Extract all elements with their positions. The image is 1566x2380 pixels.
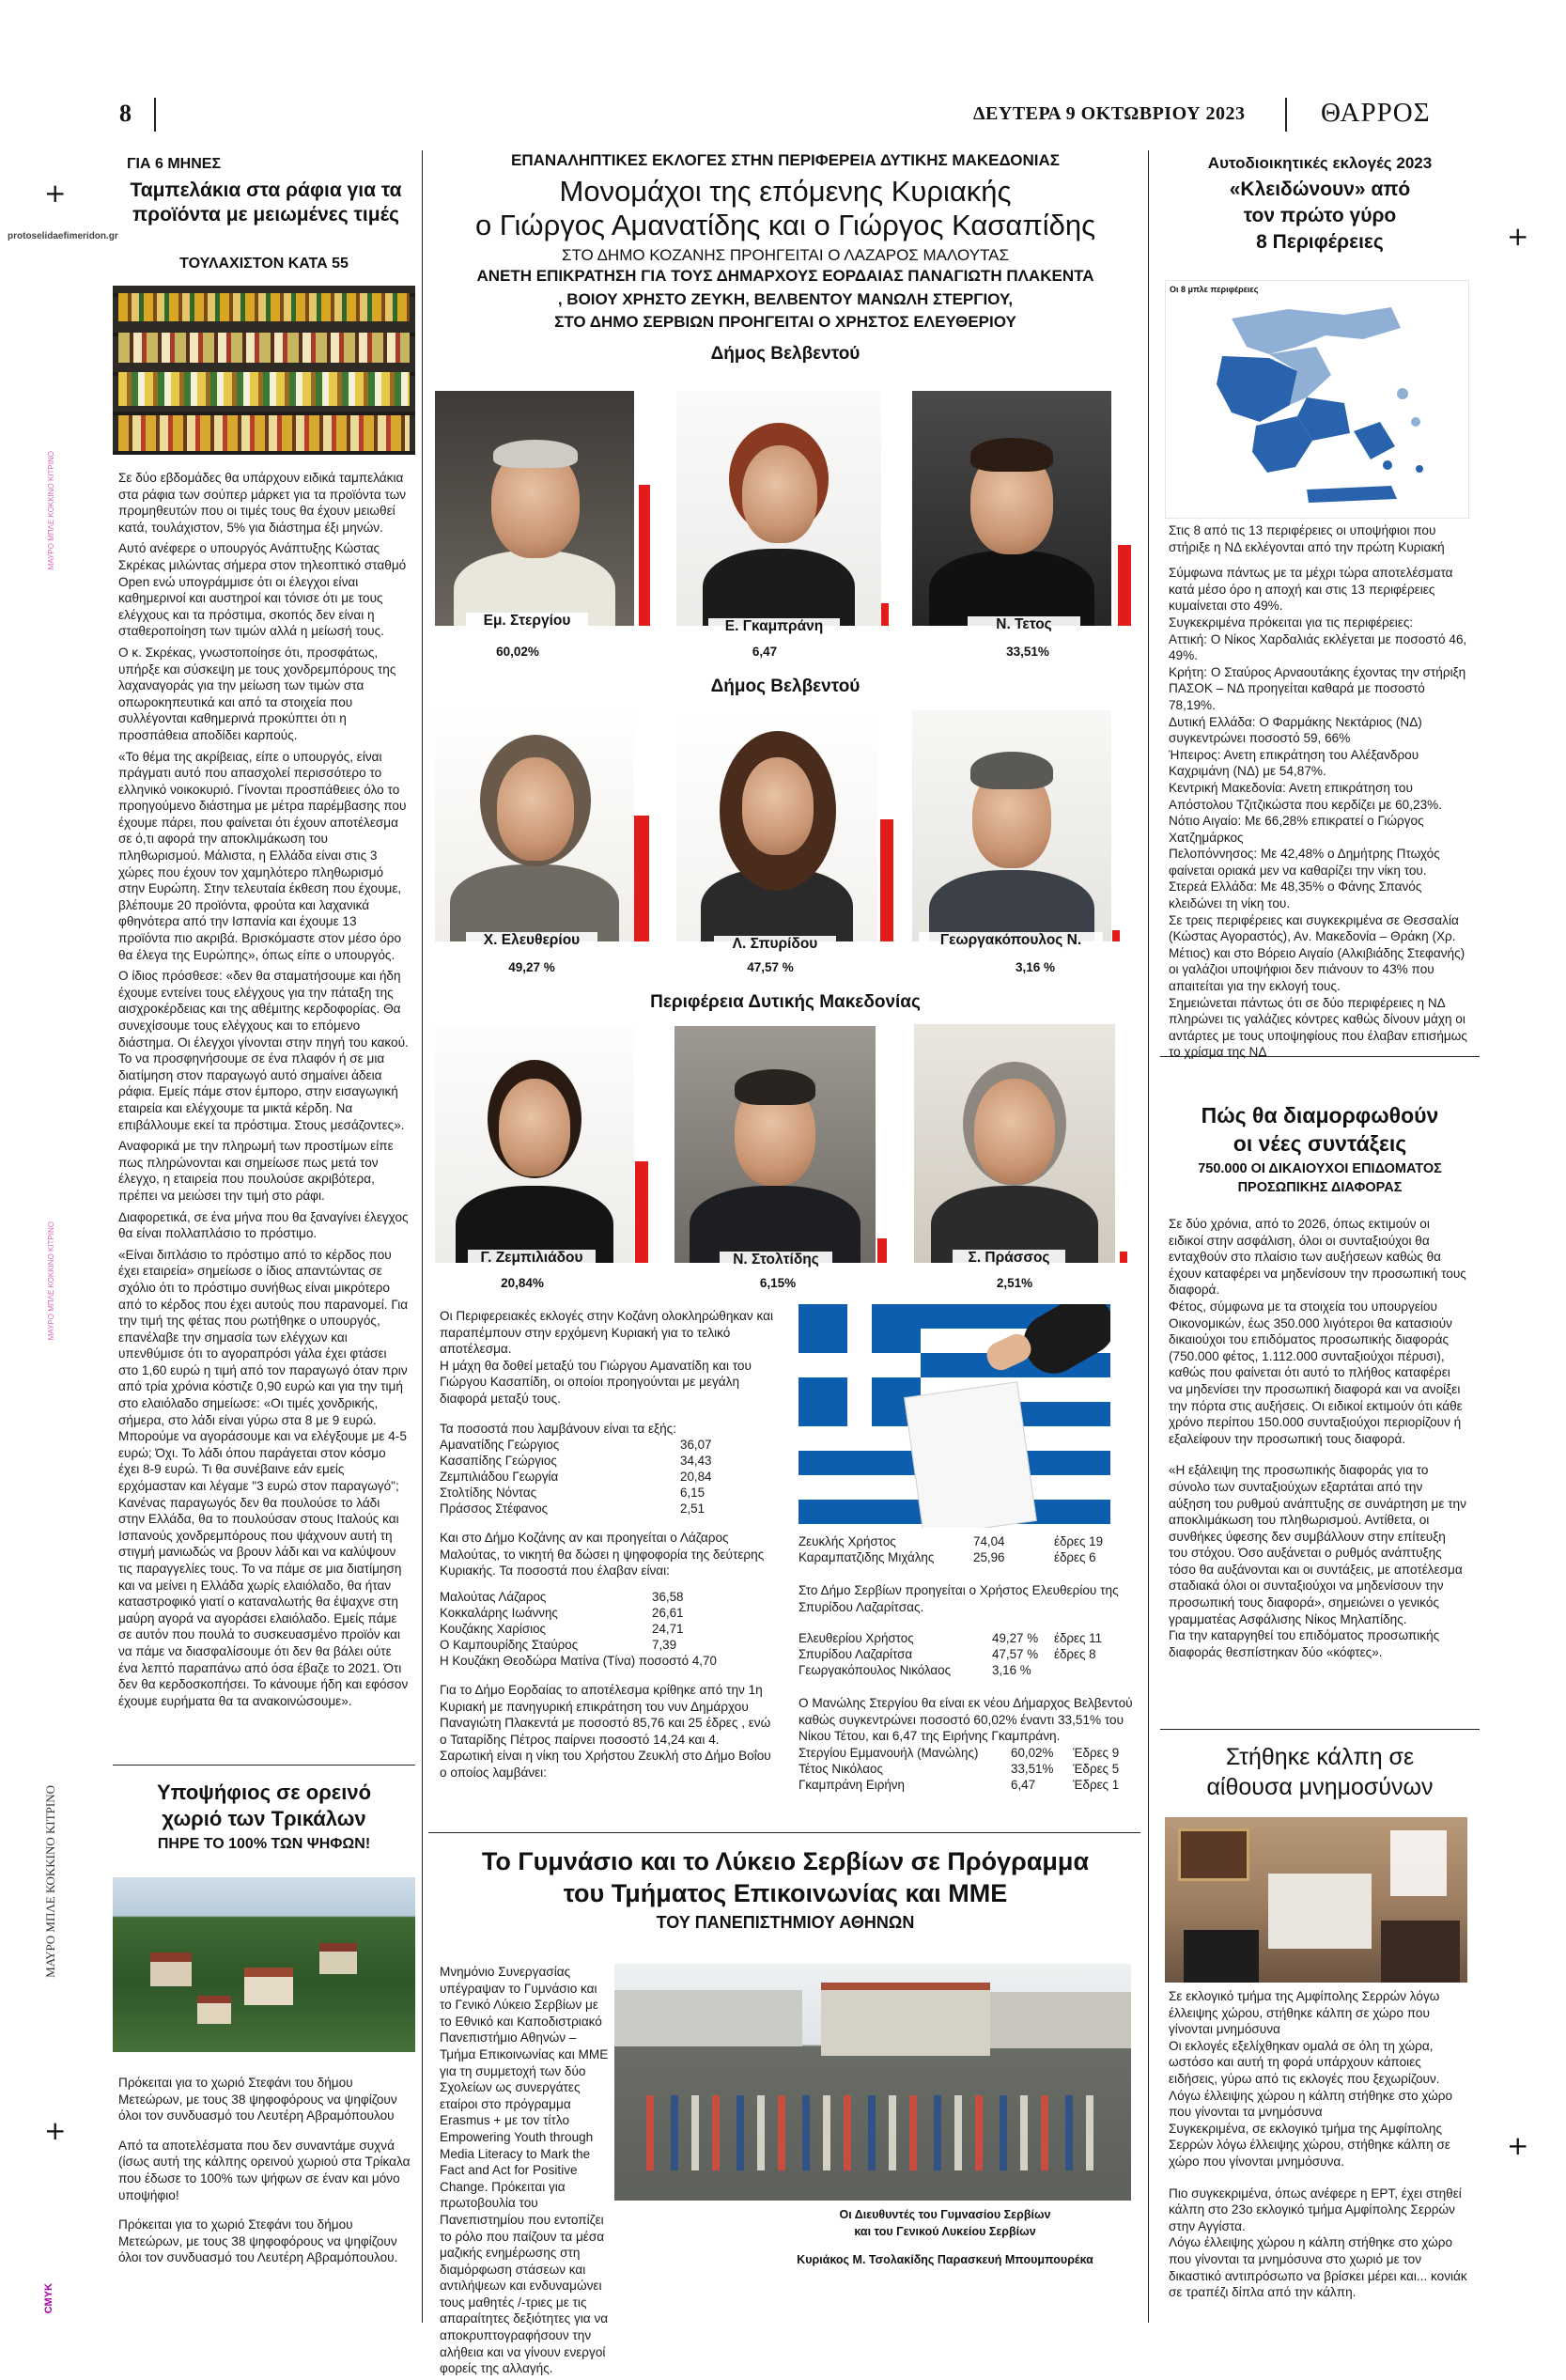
- header-divider-left: [154, 98, 156, 132]
- right-top-title-4: 8 Περιφέρειες: [1256, 231, 1384, 253]
- table-row: [799, 1549, 1109, 1565]
- village-paragraph: Πρόκειται για το χωριό Στεφάνι του δήμου Μετεώρων, με τους 38 ψηφοφόρους να ψηφίζουν όλοι τον συνδυασμό του Λευτέρη Αβραμόπουλου: [118, 2076, 397, 2123]
- election-col-left: [440, 1308, 778, 1781]
- table-row: [440, 1437, 718, 1453]
- rule-mid-1: [428, 1832, 1140, 1833]
- bar-gkamprani: [881, 603, 889, 626]
- portrait-eleftheriou: [435, 705, 634, 941]
- table-row: [440, 1485, 718, 1501]
- left-paragraph: Ο κ. Σκρέκας, γνωστοποίησε ότι, προσφάτως, υπήρξε και σύσκεψη με τους χονδρεμπόρους της λαχαναγοράς για την μείωση των τιμών στα οπωροκηπευτικά και από τα στοιχεία που συλλέγονται καθημερινά προκύπτει ότι η προσπάθεια αποδίδει καρπούς.: [118, 645, 396, 742]
- pensions-subtitle-2: ΠΡΟΣΩΠΙΚΗΣ ΔΙΑΦΟΡΑΣ: [1237, 1180, 1403, 1195]
- crop-mark-top-left: +: [44, 178, 67, 209]
- main-title-2: ο Γιώργος Αμανατίδης και ο Γιώργος Κασαπίδης: [474, 209, 1096, 241]
- pct-spyridou: 47,57 %: [747, 960, 794, 974]
- right-top-paragraph: Κρήτη: Ο Σταύρος Αρναουτάκης έχοντας την στήριξη ΠΑΣΟΚ – ΝΔ προηγείται καθαρά με ποσοστό 78,19%.: [1169, 664, 1466, 712]
- left-paragraph: Αυτό ανέφερε ο υπουργός Ανάπτυξης Κώστας Σκρέκας μιλώντας σήμερα στον τηλεοπτικό σταθμό Open ενώ υπογράμμισε ότι οι έλεγχοι είναι καθημερινοί και αυστηροί και τόνισε ότι με τους ελέγχους και τα πρόστιμα, σκοπός δεν είναι η σταθεροποίηση των τιμών αλλά η μείωσή τους.: [118, 541, 407, 639]
- kozani-results-table: [440, 1589, 722, 1669]
- table-row: [440, 1501, 718, 1517]
- result-seats: έδρες 19: [1054, 1534, 1104, 1548]
- main-sub-2: ΑΝΕΤΗ ΕΠΙΚΡΑΤΗΣΗ ΓΙΑ ΤΟΥΣ ΔΗΜΑΡΧΟΥΣ ΕΟΡΔΑΙΑΣ ΠΑΝΑΓΙΩΤΗ ΠΛΑΚΕΝΤΑ: [476, 267, 1094, 285]
- result-value: 3,16 %: [992, 1663, 1031, 1678]
- ballot-hall-paragraph: Πιο συγκεκριμένα, όπως ανέφερε η ΕΡΤ, έχει στηθεί κάλπη στο 23ο εκλογικό τμήμα Αμφίπολης Σερρών στην Αγγίστα.: [1169, 2186, 1462, 2233]
- crop-mark-bottom-right: +: [1507, 2130, 1529, 2161]
- voio-results-table: [799, 1533, 1109, 1565]
- result-value: 60,02%: [1011, 1745, 1054, 1760]
- election-intro-2: Η μάχη θα δοθεί μεταξύ του Γιώργου Αμανατίδη και του Γιώργου Κασαπίδη, οι οποίοι προηγούνται με μεγάλη διαφορά μεταξύ τους.: [440, 1358, 752, 1406]
- gym-title-1: Το Γυμνάσιο και το Λύκειο Σερβίων σε Πρόγραμμα: [481, 1847, 1090, 1875]
- village-title: Υποψήφιος σε ορεινό χωριό των Τρικάλων: [156, 1781, 372, 1830]
- right-top-paragraph: Ήπειρος: Ανετη επικράτηση του Αλέξανδρου Καχριμάνη (ΝΔ) με 54,87%.: [1169, 747, 1419, 779]
- voio-text: Σαρωτική είναι η νίκη του Χρήστου Ζευκλή στο Δήμο Βοΐου ο οποίος λαμβάνει:: [440, 1749, 771, 1780]
- caption-spyridou: Λ. Σπυρίδου: [714, 936, 836, 953]
- caption-tetos: Ν. Τετος: [968, 616, 1080, 633]
- kozani-intro: Και στο Δήμο Κοζάνης αν και προηγείται ο Λάζαρος Μαλούτας, το νικητή θα δώσει η ψηφοφορία της δεύτερης Κυριακής. Τα ποσοστά που έλαβαν είναι:: [440, 1531, 765, 1579]
- table-row: [799, 1761, 1124, 1777]
- result-value: 20,84: [680, 1470, 712, 1485]
- left-kicker: ΓΙΑ 6 ΜΗΝΕΣ: [126, 156, 222, 172]
- left-paragraph: «Είναι διπλάσιο το πρόστιμο από το κέρδος που έχει εταιρεία» σημείωσε ο ίδιος απαντώντας σε σχόλιο ότι το πρόστιμο συνήθως είναι μικρότερο από το κέρδος που έχει αυτούς που παρανομεί. Για την τιμή της φέτας που ρωτήθηκε ο υπουργός, επανέλαβε την σημασία των ελέγχων και υπενθύμισε ότι το αγοραπρόσι γάλα έχει φτάσει στο 1,60 ευρώ η τιμή από τον παραγωγό όταν πριν από τρία χρόνια κόστιζε 0,90 ευρώ και για την τιμή στο ελαιόλαδο σημείωσε: «Οι τιμές χονδρικής, σήμερα, στο λάδι είναι γύρω στα 8 με 9 ευρώ. Μπορούμε να αγοράσουμε και να ελέγξουμε με 4-5 ευρώ; Όχι. Το λάδι όπου παράγεται στον κόσμο έχει 8-9 ευρώ. Τι θα συνέβαινε εάν εμείς ερχόμασταν και λέγαμε "3 ευρώ στον παραγωγό"; Κανένας παραγωγός δεν θα πουλούσε το λάδι στην Ελλάδα, θα το πουλούσαν στους Ιταλούς και Ισπανούς χονδρεμπόρους που ψάχνουν αυτή τη στιγμή μανιωδώς να βρουν λάδι και να καλύψουν τις παραγγελίες τους. Το να πάμε σε μια διατίμηση και να μείνει η Ελλάδα χωρίς ελαιόλαδο, θα ήταν καταστροφικό γιατί ο καταναλωτής θα έψαχνε στη μαύρη αγορά να αγοράσει ελαιόλαδο. Εμείς πάμε σε αυτόν που πουλά το συσκευασμένο προϊόν και να πάμε να διασφαλίσουμε ότι δεν θα βάλει ούτε ένα λεπτό παραπάνω από όσα έβαζε το 2021. Ότι δεν θα κερδοσκοπήσει. Το κάνουμε ήδη και εφόσον έχουμε ευρήματα θα τα ανακοινώσουμε».: [118, 1247, 409, 1708]
- crop-mark-bottom-left: +: [44, 2115, 67, 2146]
- table-row: [440, 1621, 722, 1637]
- velvento-text: Ο Μανώλης Στεργίου θα είναι εκ νέου Δήμαρχος Βελβεντού καθώς συγκεντρώνει ποσοστό 60,02% έναντι 33,51% του Νίκου Τέτου, και 6,47 της Ειρήνης Γκαμπράνη.: [799, 1696, 1133, 1744]
- village-paragraph: Από τα αποτελέσματα που δεν συναντάμε συχνά (ίσως αυτή της κάλπης ορεινού χωριού στα Τρίκαλα που έδωσε το 100% των ψήφων σε έναν και μόνο υποψήφιο!: [118, 2138, 411, 2202]
- masthead: ΘΑΡΡΟΣ: [1321, 98, 1431, 128]
- table-row: [440, 1453, 718, 1469]
- village-paragraph: Πρόκειται για το χωριό Στεφάνι του δήμου Μετεώρων, με τους 38 ψηφοφόρους να ψηφίζουν όλοι τον συνδυασμό του Λευτέρη Αβραμόπουλου.: [118, 2217, 398, 2265]
- right-top-paragraph: Σημειώνεται πάντως ότι σε δύο περιφέρειες η ΝΔ πληρώνει τις γαλάζιες κόντρες καθώς δίνουν μάχη οι αντάρτες με τους υποψηφίους που έλαβαν επισήμως το χρίσμα της ΝΔ: [1169, 995, 1467, 1060]
- cmyk-strip-2: ΜΑΥΡΟ ΜΠΛΕ ΚΟΚΚΙΝΟ ΚΙΤΡΙΝΟ: [47, 1221, 55, 1341]
- result-name: Ζεμπιλιάδου Γεωργία: [440, 1470, 559, 1485]
- left-article-body: [118, 470, 410, 1714]
- result-name: Στεργίου Εμμανουήλ (Μανώλης): [799, 1745, 979, 1760]
- left-paragraph: Ο ίδιος πρόσθεσε: «δεν θα σταματήσουμε και ήδη έχουμε εντείνει τους ελέγχους για την πάταξη της αισχροκέρδειας και της αθέμιτης κερδοφορίας. Θα συνεχίσουμε τους ελέγχους και το επόμενο διάστημα. Οι έλεγχοι γίνονται στην πηγή του κακού. Το να προσφηνήσουμε σε ένα πλαφόν ή σε μια διατίμηση στον παραγωγό αυτό σημαίνει άδεια ράφια. Εμείς πάμε στον έμπορο, στην εισαγωγική εταιρεία και ελέγχουμε τα μικτά κέρδη. Να επιβάλλουμε εκεί τα πρόστιμα. Στους μεσάζοντες».: [118, 969, 409, 1132]
- gym-caption-2: και του Γενικού Λυκείου Σερβίων: [854, 2225, 1036, 2238]
- result-value: 24,71: [652, 1621, 684, 1636]
- right-top-paragraph: Κεντρική Μακεδονία: Ανετη επικράτηση του Απόστολου Τζιτζικώστα που κερδίζει με 60,23%.: [1169, 780, 1442, 812]
- table-row: [440, 1605, 722, 1621]
- portrait-georgakopoulos: [912, 710, 1111, 941]
- portrait-tetos: [912, 391, 1111, 626]
- table-row: [440, 1637, 722, 1653]
- header-divider-right: [1285, 98, 1287, 132]
- pct-prassos: 2,51%: [996, 1276, 1033, 1290]
- election-intro: Οι Περιφερειακές εκλογές στην Κοζάνη ολοκληρώθηκαν και παραπέμπουν στην ερχόμενη Κυριακή για το τελικό αποτέλεσμα.: [440, 1309, 774, 1357]
- ballot-hall-body: [1169, 1988, 1467, 2301]
- table-row: [440, 1469, 718, 1485]
- result-value: 2,51: [680, 1501, 705, 1517]
- right-top-paragraph: Σε τρεις περιφέρειες και συγκεκριμένα σε Θεσσαλία (Κώστας Αγοραστός), Αν. Μακεδονία – Θράκη (Χρ. Μέτιος) και στο Βόρειο Αιγαίο (Αλκιβιάδης Στεφανής) οι γαλάζιοι υποψήφιοι δεν πιάνουν το 43% που απαιτείται για την εκλογή τους.: [1169, 912, 1465, 994]
- ballot-hall-paragraph: Λόγω έλλειψης χώρου η κάλπη στήθηκε στο χώρο που γίνονται τα μνημόσυνα στο χωριό με τον δικαστικό αντιπρόσωπο να βρίσκει μέρει και... κονιάκ σε τραπέζι δίπλα από την κάλπη.: [1169, 2235, 1467, 2300]
- result-seats: Έδρες 5: [1073, 1761, 1120, 1776]
- result-seats: Έδρες 1: [1073, 1777, 1120, 1792]
- right-top-body: [1169, 522, 1467, 1061]
- bar-stergiou: [639, 485, 650, 626]
- result-name: Καραμπατζιδης Μιχάλης: [799, 1550, 935, 1564]
- main-sub-1: ΣΤΟ ΔΗΜΟ ΚΟΖΑΝΗΣ ΠΡΟΗΓΕΙΤΑΙ Ο ΛΑΖΑΡΟΣ ΜΑΛΟΥΤΑΣ: [561, 246, 1010, 264]
- result-name: Σπυρίδου Λαζαρίτσα: [799, 1647, 913, 1662]
- result-name: Ελευθερίου Χρήστος: [799, 1631, 914, 1646]
- left-subtitle: ΤΟΥΛΑΧΙΣΤΟΝ ΚΑΤΑ 55: [179, 256, 349, 272]
- gym-caption-1: Οι Διευθυντές του Γυμνασίου Σερβίων: [839, 2208, 1051, 2221]
- table-row: [799, 1777, 1124, 1793]
- result-seats: [1054, 1662, 1108, 1678]
- bar-tetos: [1118, 545, 1131, 626]
- pensions-paragraph: Φέτος, σύμφωνα με τα στοιχεία του υπουργείου Οικονομικών, έως 350.000 λιγότεροι θα κατασιούν δικαιούχοι του επιδόματος προσωπικής διαφοράς (750.000 φέτος, 1.112.000 συνταξιούχοι πέρυσι), καθώς που φαίνεται ότι αυτό το πλήθος καταφέρει να μηδενίσει την προσωπική διαφορά και να ανοίξει την πόρτα στις αυξήσεις. Οι ειδικοί εκτιμούν ότι κάθε χρόνο περίπου 150.000 συνταξιούχοι περιορίζουν ή εξαλείφουν την προσωπική τους διαφορά.: [1169, 1299, 1463, 1446]
- header-date: ΔΕΥΤΕΡΑ 9 ΟΚΤΩΒΡΙΟΥ 2023: [973, 103, 1246, 124]
- bar-stoltidis: [877, 1238, 887, 1263]
- servia-results-table: [799, 1630, 1108, 1678]
- bar-prassos: [1120, 1252, 1127, 1263]
- section-velvento-2: Δήμος Βελβεντού: [710, 677, 861, 696]
- watermark: protoselidaefimeridon.gr: [8, 231, 118, 241]
- cmyk-strip-1: ΜΑΥΡΟ ΜΠΛΕ ΚΟΚΚΙΝΟ ΚΙΤΡΙΝΟ: [47, 451, 55, 570]
- caption-gkamprani: Ε. Γκαμπράνη: [708, 618, 840, 635]
- village-photo: [113, 1877, 415, 2052]
- bar-zempiliadou: [635, 1161, 648, 1263]
- pensions-subtitle-1: 750.000 ΟΙ ΔΙΚΑΙΟΥΧΟΙ ΕΠΙΔΟΜΑΤΟΣ: [1198, 1161, 1442, 1176]
- pensions-title-2: οι νέες συντάξεις: [1233, 1131, 1407, 1156]
- column-rule-left: [422, 150, 423, 2323]
- pct-tetos: 33,51%: [1006, 645, 1049, 659]
- pensions-title-1: Πώς θα διαμορφωθούν: [1201, 1103, 1439, 1128]
- result-name: Ζευκλής Χρήστος: [799, 1534, 896, 1548]
- column-rule-right: [1148, 150, 1149, 2323]
- gym-caption-3: Κυριάκος Μ. Τσολακίδης Παρασκευή Μπουμπουρέκα: [797, 2253, 1093, 2266]
- caption-eleftheriou: Χ. Ελευθερίου: [466, 932, 597, 949]
- result-name: Μαλούτας Λάζαρος: [440, 1589, 547, 1604]
- pct-stoltidis: 6,15%: [759, 1276, 797, 1290]
- result-value: 25,96: [973, 1550, 1005, 1564]
- caption-prassos: Σ. Πράσσος: [953, 1250, 1065, 1267]
- eordaia-text: Για το Δήμο Εορδαίας το αποτέλεσμα κρίθηκε από την 1η Κυριακή με πανηγυρική επικράτηση του νυν Δημάρχου Παναγιώτη Πλακεντά με ποσοστό 85,76 και 25 έδρες , ενώ ο Ταταρίδης Πέτρος παίρνει ποσοστό 14,24 και 4.: [440, 1682, 771, 1747]
- gym-subtitle: ΤΟΥ ΠΑΝΕΠΙΣΤΗΜΙΟΥ ΑΘΗΝΩΝ: [656, 1913, 915, 1932]
- right-top-paragraph: Πελοπόννησος: Με 42,48% ο Δημήτρης Πτωχός φαίνεται οριακά μεν να καθαρίζει την νίκη του.: [1169, 847, 1440, 878]
- election-col-right: [799, 1533, 1137, 1793]
- gym-body: Μνημόνιο Συνεργασίας υπέγραψαν το Γυμνάσιο και το Γενικό Λύκειο Σερβίων με το Εθνικό και Καποδιστριακό Πανεπιστήμιο Αθηνών – Τμήμα Επικοινωνίας και ΜΜΕ για τη συμμετοχή των δύο Σχολείων ως συνεργάτες εταίροι στο πρόγραμμα Erasmus + με τον τίτλο Empowering Youth through Media Literacy to Mark the Fact and Act for Positive Change. Πρόκειται για πρωτοβουλία του Πανεπιστημίου που εντοπίζει το ρόλο που παίζουν τα μέσα μαζικής ενημέρωσης στη διαμόρφωση στάσεων και αντιλήψεων και ενδυναμώνει τους μαθητές /-τριες με τις απαραίτητες δεξιότητες για να αποκρυπτογραφήσουν την αλήθεια και να γίνουν ενεργοί φορείς της αλλαγής.: [440, 1965, 609, 2376]
- left-paragraph: Σε δύο εβδομάδες θα υπάρχουν ειδικά ταμπελάκια στα ράφια των σούπερ μάρκετ για τα προϊόντα των προμηθευτών που οι τιμές τους θα έχουν μειωθεί κατά, τουλάχιστον, 5% για διάστημα έξι μηνών.: [118, 471, 407, 535]
- rule-left-1: [113, 1765, 415, 1766]
- pensions-body: [1169, 1216, 1467, 1660]
- ballot-hall-paragraph: Οι εκλογές εξελίχθηκαν ομαλά σε όλη τη χώρα, ωστόσο και αυτή τη φορά υπάρχουν κάποιες ειδήσεις, γύρω από τις εκλογές που ξεχωρίζουν. Λόγω έλλειψης χώρου η κάλπη στήθηκε στο χώρο που γίνονται τα μνημόσυνα: [1169, 2038, 1453, 2120]
- bar-georgakopoulos: [1112, 930, 1120, 941]
- main-kicker: ΕΠΑΝΑΛΗΠΤΙΚΕΣ ΕΚΛΟΓΕΣ ΣΤΗΝ ΠΕΡΙΦΕΡΕΙΑ ΔΥΤΙΚΗΣ ΜΑΚΕΔΟΝΙΑΣ: [511, 151, 1060, 169]
- schoolyard-photo: [614, 1964, 1131, 2201]
- right-top-title-1: Αυτοδιοικητικές εκλογές 2023: [1207, 154, 1433, 172]
- left-title: Ταμπελάκια στα ράφια για τα προϊόντα με μειωμένες τιμές: [130, 179, 402, 226]
- result-name: Γκαμπράνη Ειρήνη: [799, 1777, 905, 1792]
- right-top-paragraph: Συγκεκριμένα πρόκειται για τις περιφέρειες:: [1169, 614, 1414, 630]
- result-value: 26,61: [652, 1605, 684, 1620]
- ballot-flag-illustration: [799, 1304, 1110, 1528]
- pct-zempiliadou: 20,84%: [501, 1276, 544, 1290]
- result-name: Κοκκαλάρης Ιωάννης: [440, 1605, 558, 1620]
- portrait-stergiou: [435, 391, 634, 626]
- caption-zempiliadou: Γ. Ζεμπιλιάδου: [468, 1250, 596, 1267]
- result-value: 49,27 %: [992, 1631, 1039, 1646]
- right-top-paragraph: Αττική: Ο Νίκος Χαρδαλιάς εκλέγεται με ποσοστό 46, 49%.: [1169, 631, 1467, 663]
- result-name: Στολτίδης Νόντας: [440, 1486, 537, 1501]
- result-name: Τέτος Νικόλαος: [799, 1761, 883, 1776]
- pensions-paragraph: Σε δύο χρόνια, από το 2026, όπως εκτιμούν οι ειδικοί στην ασφάλιση, όλοι οι συνταξιούχοι θα ενταχθούν στο πλαίσιο των αυξήσεων καθώς θα έχουν καταφέρει να μηδενίσουν την προσωπική τους διαφορά.: [1169, 1217, 1466, 1298]
- result-name: Κουζάκης Χαρίσιος: [440, 1621, 547, 1636]
- portrait-zempiliadou: [435, 1026, 634, 1263]
- left-paragraph: «Το θέμα της ακρίβειας, είπε ο υπουργός, είναι πράγματι αυτό που απασχολεί περισσότερο το ελληνικό νοικοκυριό. Γίνονται προσπάθειες όλο το προηγούμενο διάστημα με μέτρα παρέμβασης που έχουμε πάρει, που φαίνεται ότι έχουν αποτέλεσμα σε ό,τι αφορά την αποκλιμάκωση του πληθωρισμού. Μάλιστα, η Ελλάδα είναι στις 3 χώρες που έχουν τον χαμηλότερο πληθωρισμό στην Ευρώπη. Στην τελευταία έκθεση που έχουμε, βλέπουμε 20 προϊόντα, φρούτα και λαχανικά φθηνότερα από την Ισπανία και έχουμε 13 προϊόντα πιο ακριβά. Βρισκόμαστε στον μέσο όρο θα έλεγα της Ευρώπης», όπως είπε ο υπουργός.: [118, 749, 407, 962]
- greece-map-graphic: [1166, 281, 1468, 518]
- caption-stergiou: Εμ. Στεργίου: [466, 613, 588, 630]
- right-top-title-3: τον πρώτο γύρο: [1243, 205, 1397, 226]
- map-label: Οι 8 μπλε περιφέρειες: [1170, 285, 1259, 294]
- table-row: [440, 1653, 722, 1669]
- bar-spyridou: [880, 819, 893, 941]
- result-value: 34,43: [680, 1454, 712, 1469]
- regional-results-table: [440, 1437, 718, 1517]
- right-top-paragraph: Δυτική Ελλάδα: Ο Φαρμάκης Νεκτάριος (ΝΔ) συγκεντρώνει ποσοστό 59, 66%: [1169, 714, 1422, 746]
- result-value: 6,47: [1011, 1777, 1036, 1792]
- result-seats: έδρες 11: [1054, 1631, 1103, 1646]
- village-subtitle: ΠΗΡΕ ΤΟ 100% ΤΩΝ ΨΗΦΩΝ!: [157, 1836, 371, 1852]
- right-top-paragraph: Στις 8 από τις 13 περιφέρειες οι υποψήφιοι που στήριξε η ΝΔ εκλέγονται από την πρώτη Κυριακή: [1169, 523, 1445, 554]
- section-region: Περιφέρεια Δυτικής Μακεδονίας: [650, 992, 921, 1012]
- result-value: 33,51%: [1011, 1761, 1054, 1776]
- pct-georgakopoulos: 3,16 %: [1015, 960, 1056, 974]
- result-name: Η Κουζάκη Θεοδώρα Ματίνα (Τίνα) ποσοστό 4,70: [440, 1653, 717, 1668]
- ballot-hall-paragraph: Σε εκλογικό τμήμα της Αμφίπολης Σερρών λόγω έλλειψης χώρου, στήθηκε κάλπη σε χώρο που γίνονται μνημόσυνα: [1169, 1989, 1440, 2037]
- main-sub-3: , ΒΟΙΟΥ ΧΡΗΣΤΟ ΖΕΥΚΗ, ΒΕΛΒΕΝΤΟΥ ΜΑΝΩΛΗ ΣΤΕΡΓΙΟΥ,: [557, 290, 1014, 308]
- result-name: Πράσσος Στέφανος: [440, 1501, 549, 1517]
- cmyk-bottom: CMYK: [43, 2283, 54, 2314]
- section-velvento-1: Δήμος Βελβεντού: [710, 344, 861, 364]
- greece-map: [1165, 280, 1469, 519]
- ballot-hall-paragraph: Συγκεκριμένα, σε εκλογικό τμήμα της Αμφίπολης Σερρών λόγω έλλειψης χώρου, στήθηκε κάλπη σε χώρο που γίνονται μνημόσυνα.: [1169, 2121, 1450, 2169]
- memorial-hall-photo: [1165, 1817, 1467, 1983]
- pct-eleftheriou: 49,27 %: [508, 960, 555, 974]
- result-name: Κασαπίδης Γεώργιος: [440, 1454, 557, 1469]
- table-row: [799, 1662, 1108, 1678]
- pensions-paragraph: «Η εξάλειψη της προσωπικής διαφοράς για το σύνολο των συνταξιούχων εξαρτάται από την αύξηση του ρυθμού ανάπτυξης σε συνάρτηση με την αποκλιμάκωση του πληθωρισμού. Αντίθετα, οι συνθήκες ύφεσης δεν συμβάλλουν στην επίτευξη του στόχου. Όσο αυξάνεται ο ρυθμός ανάπτυξης τόσο θα αυξάνονται και οι συντάξεις, με αποτέλεσμα σταδιακά όλοι οι συνταξιούχοι να μηδενίσουν την προσωπική τους διαφορά», σημειώνει ο γενικός γραμματέας Ασφάλισης Νίκος Μηλαπίδης.: [1169, 1463, 1466, 1626]
- result-seats: Έδρες 9: [1073, 1745, 1120, 1760]
- cmyk-strip-3: ΜΑΥΡΟ ΜΠΛΕ ΚΟΚΚΙΝΟ ΚΙΤΡΙΝΟ: [43, 1785, 57, 1978]
- result-value: 36,58: [652, 1589, 684, 1604]
- regional-pct-intro: Τα ποσοστά που λαμβάνουν είναι τα εξής:: [440, 1421, 677, 1436]
- result-value: 47,57 %: [992, 1647, 1039, 1662]
- crop-mark-top-right: +: [1507, 221, 1529, 252]
- main-title-1: Μονομάχοι της επόμενης Κυριακής: [559, 175, 1012, 208]
- right-top-paragraph: Σύμφωνα πάντως με τα μέχρι τώρα αποτελέσματα κατά μέσο όρο η αποχή και στις 13 περιφέρειες κυμαίνεται στο 49%.: [1169, 566, 1453, 614]
- bar-eleftheriou: [634, 816, 649, 941]
- main-sub-4: ΣΤΟ ΔΗΜΟ ΣΕΡΒΙΩΝ ΠΡΟΗΓΕΙΤΑΙ Ο ΧΡΗΣΤΟΣ ΕΛΕΥΘΕΡΙΟΥ: [554, 313, 1016, 331]
- table-row: [799, 1533, 1109, 1549]
- table-row: [799, 1630, 1108, 1646]
- result-value: 6,15: [680, 1486, 705, 1501]
- result-name: Ο Καμπουρίδης Σταύρος: [440, 1637, 579, 1652]
- result-seats: έδρες 8: [1054, 1647, 1096, 1662]
- village-body: [118, 2075, 411, 2271]
- left-paragraph: Αναφορικά με την πληρωμή των προστίμων είπε πως πληρώνονται και σημείωσε πως μετά τον έλεγχο, η εταιρεία που πουλούσε ακριβότερα, πρέπει να μειώσει την τιμή στο ράφι.: [118, 1139, 394, 1203]
- portrait-prassos: [914, 1024, 1115, 1263]
- right-top-paragraph: Στερεά Ελλάδα: Με 48,35% ο Φάνης Σπανός κλειδώνει τη νίκη του.: [1169, 879, 1422, 911]
- page-number: 8: [119, 100, 132, 127]
- ballot-hall-title-2: αίθουσα μνημοσύνων: [1206, 1774, 1434, 1800]
- rule-right-2: [1160, 1729, 1480, 1730]
- table-row: [440, 1589, 722, 1605]
- right-top-paragraph: Νότιο Αιγαίο: Με 66,28% επικρατεί ο Γιώργος Χατζημάρκος: [1169, 814, 1424, 845]
- velvento-results-table: [799, 1745, 1124, 1793]
- caption-stoltidis: Ν. Στολτίδης: [720, 1252, 832, 1268]
- servia-intro: Στο Δήμο Σερβίων προηγείται ο Χρήστος Ελευθερίου της Σπυρίδου Λαζαρίτσας.: [799, 1583, 1119, 1614]
- portrait-spyridou: [676, 710, 877, 941]
- pensions-paragraph: Για την καταργηθεί του επιδόματος προσωπικής διαφοράς θεσπίστηκαν δύο «κόφτες».: [1169, 1628, 1440, 1659]
- result-name: Αμανατίδης Γεώργιος: [440, 1438, 560, 1453]
- result-value: 74,04: [973, 1534, 1005, 1548]
- pct-gkamprani: 6,47: [752, 645, 778, 659]
- gym-title-2: του Τμήματος Επικοινωνίας και ΜΜΕ: [563, 1879, 1008, 1907]
- caption-georgakopoulos: Γεωργακόπουλος Ν.: [919, 932, 1103, 949]
- portrait-stoltidis: [674, 1026, 876, 1263]
- result-seats: έδρες 6: [1054, 1550, 1096, 1564]
- result-value: 7,39: [652, 1637, 677, 1652]
- table-row: [799, 1745, 1124, 1761]
- table-row: [799, 1646, 1108, 1662]
- pct-stergiou: 60,02%: [496, 645, 539, 659]
- result-value: 36,07: [680, 1438, 712, 1453]
- portrait-gkamprani: [676, 391, 881, 626]
- supermarket-photo: [113, 286, 415, 455]
- right-top-title-2: «Κλειδώνουν» από: [1229, 179, 1411, 200]
- result-name: Γεωργακόπουλος Νικόλαος: [799, 1663, 952, 1678]
- left-paragraph: Διαφορετικά, σε ένα μήνα που θα ξαναγίνει έλεγχος θα είναι πολλαπλάσιο το πρόστιμο.: [118, 1209, 409, 1241]
- ballot-hall-title-1: Στήθηκε κάλπη σε: [1225, 1744, 1415, 1770]
